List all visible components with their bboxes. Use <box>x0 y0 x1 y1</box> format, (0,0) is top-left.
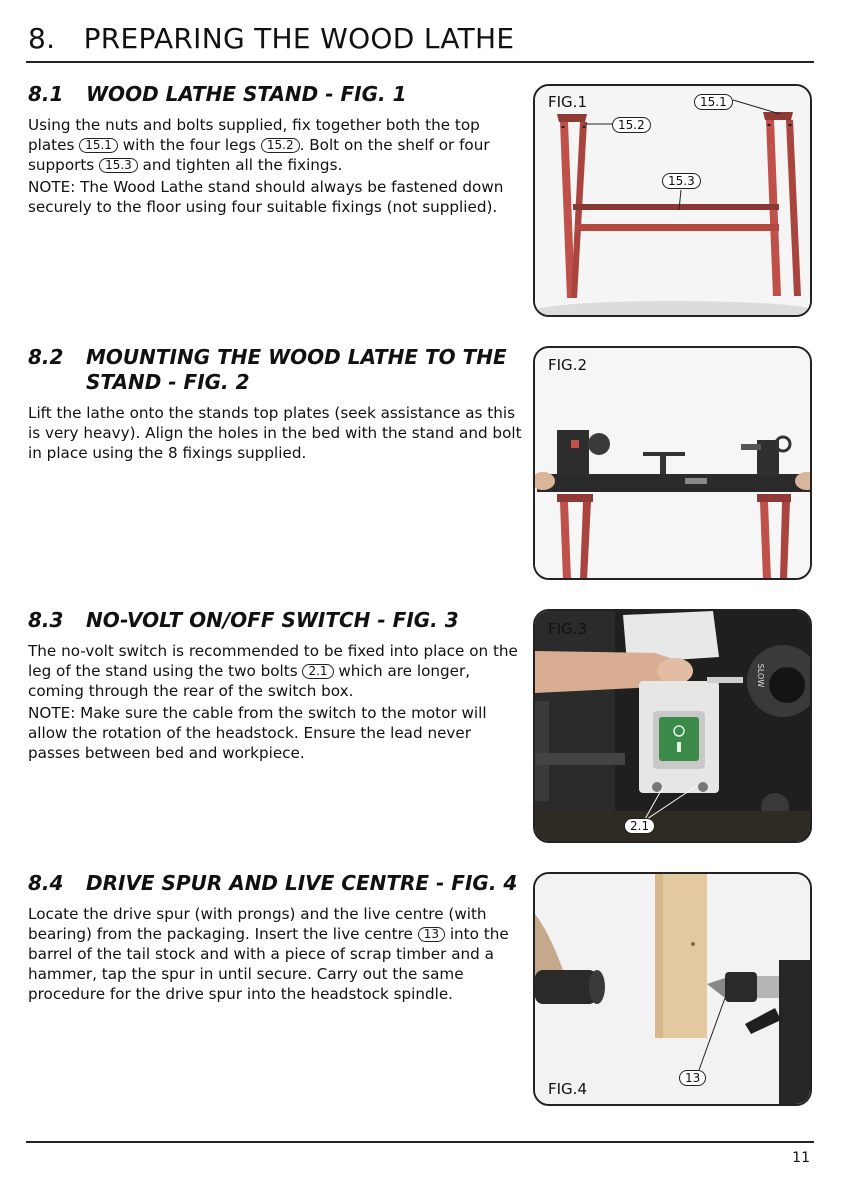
section-heading <box>28 608 522 633</box>
figure-4-live-centre <box>533 872 812 1106</box>
section-paragraph: Lift the lathe onto the stands top plates (seek assistance as this is very heavy). Align the holes in the bed with the stand and bolt in place using the 8 fixings supplied. <box>28 404 522 462</box>
figure-label: FIG.1 <box>548 93 587 111</box>
switch-illustration <box>535 611 812 843</box>
section-title: WOOD LATHE STAND - FIG. 1 <box>86 82 407 106</box>
section-title: NO-VOLT ON/OFF SWITCH - FIG. 3 <box>86 608 459 632</box>
callout-badge: 2.1 <box>624 818 655 834</box>
callout-badge: 15.1 <box>694 94 733 110</box>
footer-divider <box>26 1141 814 1143</box>
callout-badge: 15.1 <box>79 138 118 153</box>
section-8-2 <box>28 345 522 465</box>
section-paragraph: Using the nuts and bolts supplied, fix together both the top plates 15.1 with the four legs 15.2 . Bolt on the shelf or four supports 15.3 and tighten all the fixings. <box>28 116 490 174</box>
figure-3-switch <box>533 609 812 843</box>
figure-2-mounting <box>533 346 812 580</box>
panel-speed-label: SLOW <box>756 663 766 688</box>
callout-badge: 13 <box>418 927 445 942</box>
page-title: 8. PREPARING THE WOOD LATHE <box>28 22 515 55</box>
callout-badge: 2.1 <box>302 664 333 679</box>
figure-label: FIG.2 <box>548 356 587 374</box>
section-heading <box>28 345 522 395</box>
lathe-mounting-illustration <box>535 348 812 580</box>
section-8-4 <box>28 871 522 1006</box>
figure-label: FIG.3 <box>548 620 587 638</box>
section-paragraph: The no-volt switch is recommended to be fixed into place on the leg of the stand using the two bolts 2.1 which are longer, coming through the rear of the switch box. <box>28 642 518 700</box>
title-divider <box>26 61 814 63</box>
callout-badge: 15.3 <box>662 173 701 189</box>
callout-badge: 13 <box>679 1070 706 1086</box>
section-number: 8.2 <box>28 345 64 369</box>
figure-1-stand <box>533 84 812 317</box>
section-paragraph: Locate the drive spur (with prongs) and the live centre (with bearing) from the packaging. Insert the live centre 13 into the barrel of the tail stock and with a piece of scrap timber and a hammer, tap the spur in until secure. Carry out the same procedure for the drive spur into the headstock spindle. <box>28 905 509 1003</box>
callout-badge: 15.3 <box>99 158 138 173</box>
section-title: DRIVE SPUR AND LIVE CENTRE - FIG. 4 <box>86 871 518 895</box>
section-heading <box>28 82 522 107</box>
section-number: 8.4 <box>28 871 64 895</box>
section-note: NOTE: Make sure the cable from the switch to the motor will allow the rotation of the headstock. Ensure the lead never passes between bed and workpiece. <box>28 704 487 762</box>
figure-label: FIG.4 <box>548 1080 587 1098</box>
section-8-3 <box>28 608 522 765</box>
section-8-1 <box>28 82 522 219</box>
callout-badge: 15.2 <box>612 117 651 133</box>
section-title: MOUNTING THE WOOD LATHE TO THE STAND - FIG. 2 <box>86 345 507 394</box>
section-number: 8.3 <box>28 608 64 632</box>
section-number: 8.1 <box>28 82 64 106</box>
lathe-stand-illustration <box>535 86 812 317</box>
callout-badge: 15.2 <box>261 138 300 153</box>
page-number: 11 <box>792 1150 810 1166</box>
section-heading <box>28 871 522 896</box>
live-centre-illustration <box>535 874 812 1106</box>
section-note: NOTE: The Wood Lathe stand should always be fastened down securely to the floor using four suitable fixings (not supplied). <box>28 178 504 216</box>
